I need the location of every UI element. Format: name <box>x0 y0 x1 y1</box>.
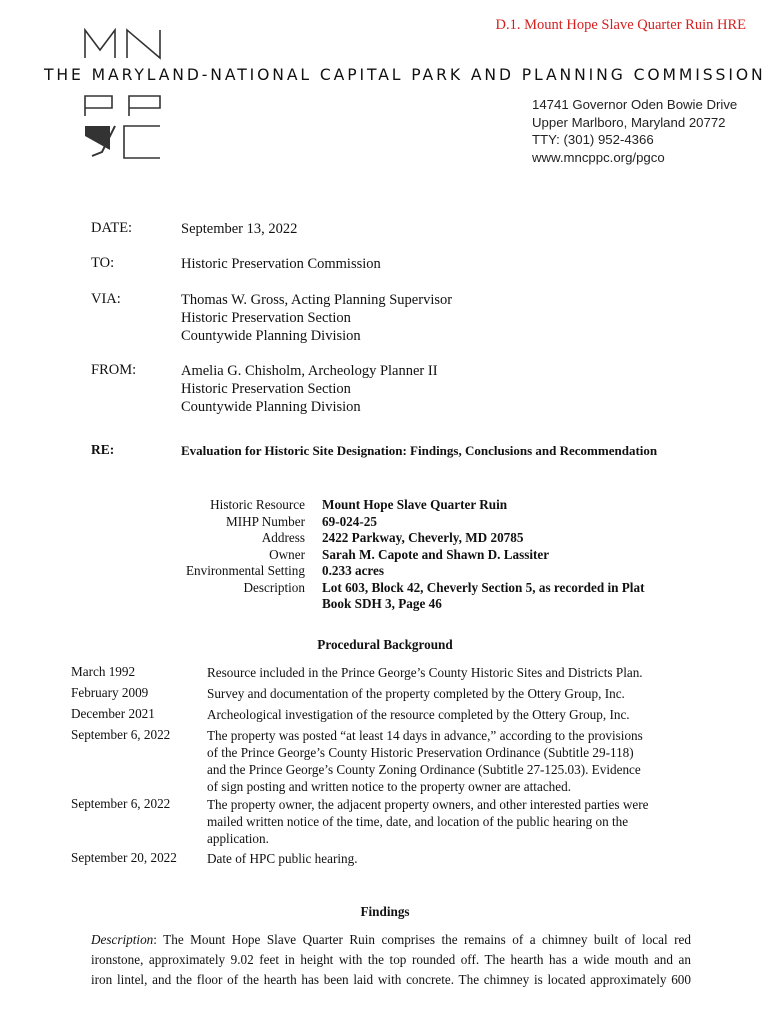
timeline-date: September 6, 2022 <box>71 727 171 742</box>
organization-name <box>44 66 766 84</box>
resource-values <box>322 497 702 613</box>
findings-line: ironstone, approximately 9.02 feet in height with the top rounded off. The hearth has a wide mouth and an <box>91 952 691 967</box>
address-line: 14741 Governor Oden Bowie Drive <box>532 97 738 112</box>
organization-title: MARYLAND-NATIONAL CAPITAL PARK AND PLANNING COMMISSION <box>91 66 766 84</box>
from-value: Amelia G. Chisholm, Archeology Planner II Historic Preservation Section Countywide Planning Division <box>181 363 438 415</box>
date-label: DATE: <box>91 220 133 236</box>
resource-value: Mount Hope Slave Quarter Ruin <box>322 497 508 512</box>
to-label: TO: <box>91 255 115 271</box>
timeline-date: March 1992 <box>71 664 136 679</box>
re-label: RE: <box>91 442 115 457</box>
resource-label: Environmental Setting <box>185 563 305 578</box>
timeline-description: Date of HPC public hearing. <box>207 851 358 866</box>
document-tag: D.1. Mount Hope Slave Quarter Ruin HRE <box>495 17 746 33</box>
to-value: Historic Preservation Commission <box>181 256 381 272</box>
resource-label: MIHP Number <box>226 513 305 529</box>
findings-heading: Findings <box>360 904 410 919</box>
timeline-description: Survey and documentation of the property completed by the Ottery Group, Inc. <box>207 686 625 701</box>
website-link[interactable]: www.mncppc.org/pgco <box>532 149 665 165</box>
resource-labels <box>186 497 305 596</box>
date-value: September 13, 2022 <box>181 221 298 237</box>
timeline-date: February 2009 <box>71 685 149 700</box>
resource-label: Owner <box>269 546 305 562</box>
findings-line: Description: The Mount Hope Slave Quarter Ruin comprises the remains of a chimney built of local red <box>91 932 691 947</box>
timeline-date: September 20, 2022 <box>71 850 177 865</box>
findings-paragraph <box>91 930 691 990</box>
via-value: Thomas W. Gross, Acting Planning Supervisor Historic Preservation Section Countywide Planning Division <box>181 292 453 344</box>
resource-value: 69-024-25 <box>322 513 377 529</box>
via-label: VIA: <box>91 291 121 307</box>
resource-value: 0.233 acres <box>322 563 385 578</box>
organization-prefix: THE <box>44 66 84 84</box>
mncppc-logo <box>82 28 166 162</box>
resource-label: Address <box>261 530 305 545</box>
findings-lead: Description <box>91 932 154 947</box>
resource-label: Description <box>243 579 305 595</box>
timeline-description: The property owner, the adjacent property owners, and other interested parties were mailed written notice of the time, date, and location of the public hearing on the application. <box>207 797 649 846</box>
tty-line: TTY: (301) 952-4366 <box>532 132 654 147</box>
timeline-description: The property was posted “at least 14 days in advance,” according to the provisions of the Prince George’s County Historic Preservation Ordinance (Subtitle 29-118) and the Prince George’s County Zoning Ordinance (Subtitle 27-125.03). Evidence of sign posting and written notice to the property owner are attached. <box>207 728 643 794</box>
address-line: Upper Marlboro, Maryland 20772 <box>532 114 726 130</box>
resource-value: Lot 603, Block 42, Cheverly Section 5, as recorded in Plat <box>322 579 645 595</box>
timeline-description: Resource included in the Prince George’s County Historic Sites and Districts Plan. <box>207 665 643 680</box>
resource-value: Book SDH 3, Page 46 <box>322 596 442 611</box>
timeline-description: Archeological investigation of the resource completed by the Ottery Group, Inc. <box>207 707 630 722</box>
from-label: FROM: <box>91 362 137 378</box>
findings-line: iron lintel, and the floor of the hearth has been laid with concrete. The chimney is located approximately 600 <box>91 972 691 987</box>
address-block <box>532 96 737 166</box>
re-value: Evaluation for Historic Site Designation: Findings, Conclusions and Recommendation <box>181 443 658 458</box>
resource-value: 2422 Parkway, Cheverly, MD 20785 <box>322 530 524 545</box>
resource-label: Historic Resource <box>210 497 305 512</box>
timeline-date: December 2021 <box>71 706 155 721</box>
timeline-date: September 6, 2022 <box>71 796 171 811</box>
resource-value: Sarah M. Capote and Shawn D. Lassiter <box>322 546 550 562</box>
procedural-heading: Procedural Background <box>317 637 453 652</box>
